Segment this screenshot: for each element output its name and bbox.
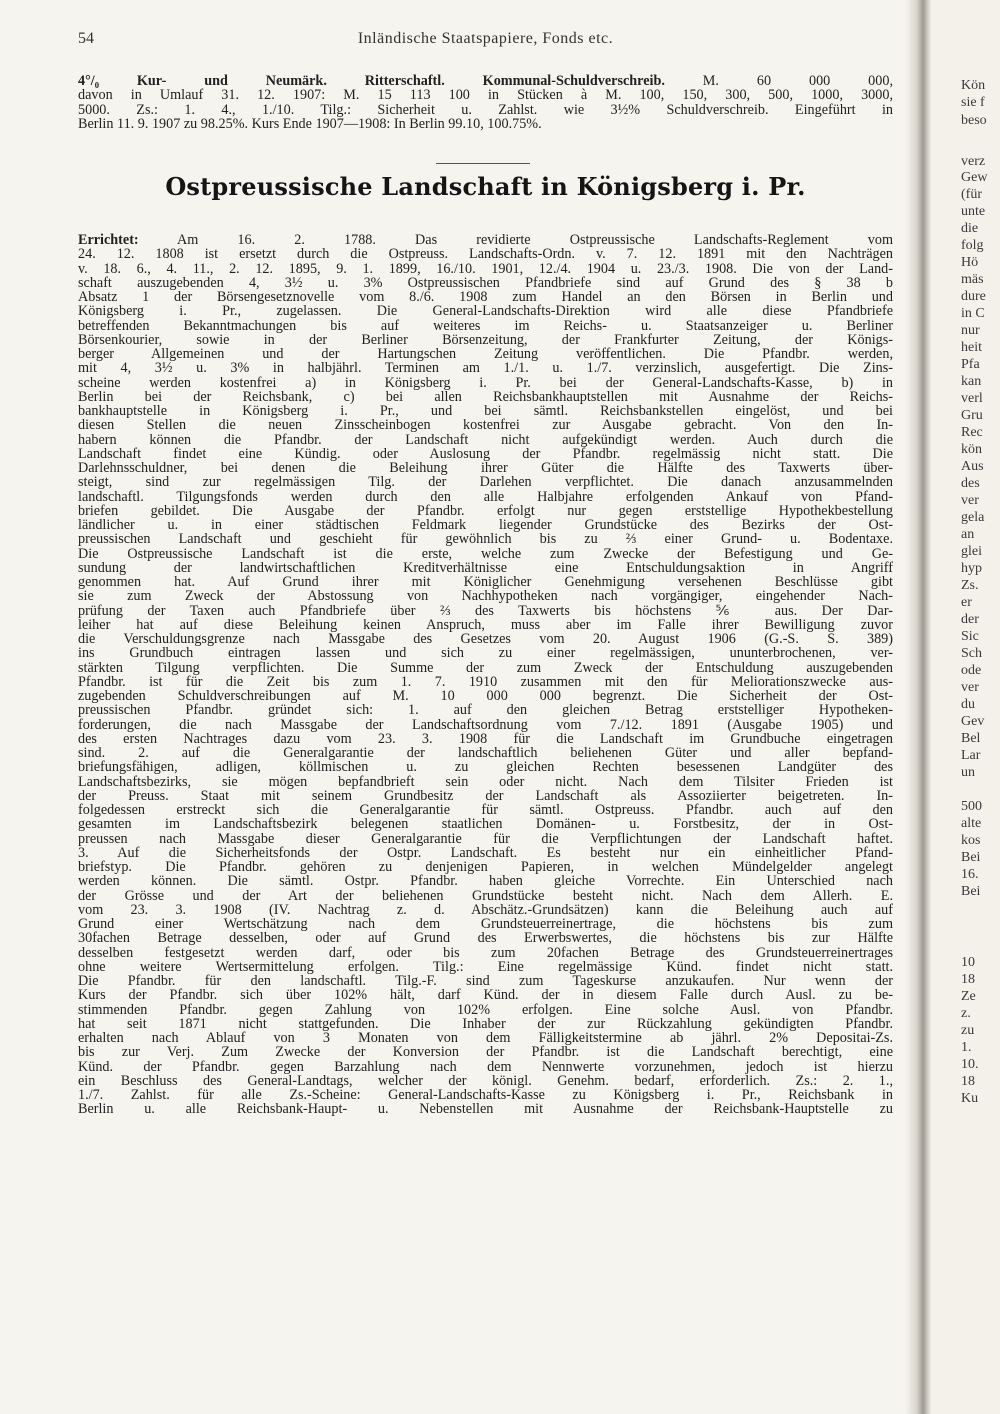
next-page-fragment: der <box>961 612 979 627</box>
text-line: 1./7. Zahlst. für alle Zs.-Scheine: General-Landschafts-Kasse zu Königsberg i. Pr., Reichsbank in <box>78 1088 893 1103</box>
next-page-fragment: unte <box>961 204 986 219</box>
next-page-fragment: 10 <box>961 955 975 970</box>
text-line: sundung der landwirtschaftlichen Kreditverhältnisse eine Entschuldungsaktion in Angriff <box>78 560 893 575</box>
next-page-fragment: Zs. <box>961 578 979 593</box>
next-page-fragment: verl <box>961 391 983 406</box>
next-page-fragment: ver <box>961 680 979 695</box>
text-line: bankhauptstelle in Königsberg i. Pr., und bei sämtl. Reichsbankstellen eingelöst, und bei <box>78 404 893 419</box>
text-line: ländlicher u. in einer städtischen Feldmark liegender Grundstücke des Bezirks der Ost- <box>78 518 893 533</box>
text-line: 4°/₀ Kur- und Neumärk. Ritterschaftl. Kommunal-Schuldverschreib. M. 60 000 000, <box>78 74 893 89</box>
next-page-fragment: Rec <box>961 425 983 440</box>
text-line: folgedessen erstreckt sich die Generalgarantie für sämtl. Ostpreuss. Pfandbr. auch auf den <box>78 803 893 818</box>
next-page-fragment: alte <box>961 816 982 831</box>
text-line: davon in Umlauf 31. 12. 1907: M. 15 113 100 in Stücken à M. 100, 150, 300, 500, 1000, 3000, <box>78 88 893 103</box>
section-title: Ostpreussische Landschaft in Königsberg i. Pr. <box>165 172 806 201</box>
next-page-fragment: kos <box>961 833 981 848</box>
text-line: ins Grundbuch eintragen lassen und sich zu einer regelmässigen, ununterbrochenen, ver- <box>78 646 893 661</box>
next-page-fragment: kön <box>961 442 982 457</box>
text-line: Berlin u. alle Reichsbank-Haupt- u. Nebenstellen mit Ausnahme der Reichsbank-Hauptstelle zu <box>78 1102 893 1117</box>
next-page-fragment: sie f <box>961 95 985 110</box>
text-line: Grund einer Wertschätzung nach dem Grundsteuerreinertrage, die höchstens bis zum <box>78 917 893 932</box>
text-line: ein Beschluss des General-Landtags, welcher der königl. Genehm. bedarf, erforderlich. Zs.: 2. 1., <box>78 1073 893 1088</box>
text-line: die Verschuldungsgrenze nach Massgabe des Gesetzes vom 20. August 1906 (G.-S. S. 389) <box>78 632 893 647</box>
next-page-fragment: des <box>961 476 980 491</box>
page-fold-shadow <box>905 0 931 1414</box>
next-page-fragment: un <box>961 765 975 780</box>
text-line: preussischen Pfandbr. gründet sich: 1. auf den gleichen Betrag erststelliger Hypotheken- <box>78 703 893 718</box>
text-line: Die Pfandbr. für den landschaftl. Tilg.-F. sind zum Tageskurse anzukaufen. Nur wenn der <box>78 974 893 989</box>
text-line: scheine werden kostenfrei a) in Königsberg i. Pr. bei der General-Landschafts-Kasse, b) in <box>78 375 893 390</box>
next-page-fragment: die <box>961 221 979 236</box>
text-line: Landschaft findet eine Kündig. oder Auslosung der Pfandbr. regelmässig nicht statt. Die <box>78 446 893 461</box>
next-page-fragment: 1. <box>961 1040 972 1055</box>
next-page-fragment: heit <box>961 340 982 355</box>
next-page-fragment: 16. <box>961 867 979 882</box>
text-line: Die Ostpreussische Landschaft ist die erste, welche zum Zwecke der Befestigung und Ge- <box>78 546 893 561</box>
next-page-fragment: folg <box>961 238 984 253</box>
next-page-fragment: Pfa <box>961 357 980 372</box>
text-line: v. 18. 6., 4. 11., 2. 12. 1895, 9. 1. 1899, 16./10. 1901, 12./4. 1904 u. 23./3. 1908. Die von der Land- <box>78 261 893 276</box>
text-line: forderungen, die nach Massgabe der Landschaftsordnung vom 7./12. 1891 (Ausgabe 1905) und <box>78 717 893 732</box>
next-page-fragment: an <box>961 527 975 542</box>
text-line: werden können. Die sämtl. Ostpr. Pfandbr. haben gleiche Vorrechte. Ein Unterschied nach <box>78 874 893 889</box>
text-line: betreffenden Bekanntmachungen bis auf weiteres im Reichs- u. Staatsanzeiger u. Berliner <box>78 318 893 333</box>
text-line: genommen hat. Auf Grund ihrer mit Königlicher Genehmigung versehenen Beschlüsse gibt <box>78 575 893 590</box>
text-line: gesamten im Landschaftsbezirk belegenen staatlichen Domänen- u. Forstbesitz, der in Ost- <box>78 817 893 832</box>
next-page-fragment: Ze <box>961 989 976 1004</box>
next-page-fragment: Hö <box>961 255 979 270</box>
text-line: preussen nach Massgabe dieser Generalgarantie für die Verpflichtungen der Landschaft haftet. <box>78 831 893 846</box>
text-line: Berlin 11. 9. 1907 zu 98.25%. Kurs Ende 1907—1908: In Berlin 99.10, 100.75%. <box>78 116 542 131</box>
text-line: briefen gebildet. Die Ausgabe der Pfandbr. erfolgt nur gegen erststellige Hypothekbestellung <box>78 503 893 518</box>
text-line: Darlehnsschuldner, bei denen die Beleihung ihrer Güter die Hälfte des Taxwerts über- <box>78 461 893 476</box>
next-page-fragment: (für <box>961 187 982 202</box>
text-line: zugebenden Schuldverschreibungen auf M. 10 000 000 begrenzt. Die Sicherheit der Ost- <box>78 689 893 704</box>
text-line: 5000. Zs.: 1. 4., 1./10. Tilg.: Sicherheit u. Zahlst. wie 3½% Schuldverschreib. Eingeführt in <box>78 102 893 117</box>
next-page-fragment: Lar <box>961 748 981 763</box>
intro-paragraph <box>78 74 893 131</box>
text-line: Absatz 1 der Börsengesetznovelle vom 8./6. 1908 zum Handel an den Börsen in Berlin und <box>78 290 893 305</box>
next-page-fragment: glei <box>961 544 982 559</box>
text-line: prüfung der Taxen auch Pfandbriefe über ⅔ des Taxwerts bis höchstens ⅚ aus. Der Dar- <box>78 603 893 618</box>
text-line: Börsenkourier, sowie in der Berliner Börsenzeitung, der Frankfurter Zeitung, der Königs- <box>78 332 893 347</box>
next-page-fragment: kan <box>961 374 982 389</box>
next-page-fragment: Bel <box>961 731 981 746</box>
next-page-fragment: er <box>961 595 972 610</box>
next-page-fragment: Bei <box>961 884 981 899</box>
text-line: briefungsfähigen, adligen, köllmischen u. zu gleichen Rechten besessenen Landgüter des <box>78 760 893 775</box>
next-page-fragment: ver <box>961 493 979 508</box>
next-page-fragment: Bei <box>961 850 981 865</box>
page-number: 54 <box>78 30 94 47</box>
next-page-fragment: zu <box>961 1023 975 1038</box>
text-line: briefstyp. Die Pfandbr. gehören zu denjenigen Papieren, in welchen Mündelgelder angelegt <box>78 860 893 875</box>
text-line: der Grösse und der Art der beliehenen Grundstücke besteht nicht. Nach dem Allerh. E. <box>78 888 893 903</box>
next-page-fragment: 500 <box>961 799 982 814</box>
page-header <box>78 30 893 56</box>
next-page-fragment: Sch <box>961 646 982 661</box>
text-line: Landschaftsbezirks, sie mögen bepfandbrieft sein oder nicht. Nach dem Tilsiter Frieden ist <box>78 774 893 789</box>
next-page-fragment: 10. <box>961 1057 979 1072</box>
text-line: hat seit 1871 nicht stattgefunden. Die Inhaber der zur Rückzahlung gekündigten Pfandbr. <box>78 1016 893 1031</box>
running-title: Inländische Staatspapiere, Fonds etc. <box>357 30 614 47</box>
text-line: vom 23. 3. 1908 (IV. Nachtrag z. d. Abschätz.-Grundsätzen) kann die Beleihung auch auf <box>78 902 893 917</box>
text-line: Errichtet: Am 16. 2. 1788. Das revidierte Ostpreussische Landschafts-Reglement vom <box>78 233 893 248</box>
text-line: des ersten Nachtrages dazu vom 23. 3. 1908 für die Landschaft im Grundbuche eingetragen <box>78 731 893 746</box>
text-line: sind. 2. auf die Generalgarantie der landschaftlich beliehenen Güter und aller bepfand- <box>78 746 893 761</box>
text-line: mit 4, 3½ u. 3% in halbjährl. Terminen am 1./1. u. 1./7. verzinslich, ausgefertigt. Die Zins- <box>78 361 893 376</box>
next-page-fragment: 18 <box>961 1074 975 1089</box>
text-line: ohne weitere Wertsermittelung erfolgen. Tilg.: Eine regelmässige Künd. findet nicht statt. <box>78 959 893 974</box>
next-page-fragment: ode <box>961 663 982 678</box>
text-line: Kurs der Pfandbr. sich über 102% hält, darf Künd. der in diesem Falle durch Ausl. zu be- <box>78 988 893 1003</box>
next-page-fragment: nur <box>961 323 980 338</box>
next-page-fragment: Sic <box>961 629 979 644</box>
text-line: bis zur Verj. Zum Zwecke der Konversion der Pfandbr. ist die Landschaft berechtigt, eine <box>78 1045 893 1060</box>
text-line: Pfandbr. ist für die Zeit bis zum 1. 7. 1910 zusammen mit den für Meliorationszwecke aus- <box>78 674 893 689</box>
text-line: stärkten Tilgung verpflichten. Die Summe der zum Zweck der Entschuldung auszugebenden <box>78 660 893 675</box>
text-line: stimmenden Pfandbr. gegen Zahlung von 102% erfolgen. Eine solche Ausl. von Pfandbr. <box>78 1002 893 1017</box>
next-page-fragment: Gru <box>961 408 983 423</box>
next-page-fragment: z. <box>961 1006 971 1021</box>
next-page-fragment: beso <box>961 113 987 128</box>
text-line: leiher hat auf diese Beleihung keinen Anspruch, muss aber im Falle ihrer Bewilligung zuvor <box>78 617 893 632</box>
text-line: desselben festgesetzt werden darf, oder bis zum 20fachen Betrage des Grundsteuerreinertrages <box>78 945 893 960</box>
next-page-fragment: gela <box>961 510 985 525</box>
next-page-fragment: Aus <box>961 459 984 474</box>
text-line: 24. 12. 1808 ist ersetzt durch die Ostpreuss. Landschafts-Ordn. v. 7. 12. 1891 mit den Nachträgen <box>78 247 893 262</box>
next-page-fragment: Kön <box>961 78 986 93</box>
text-line: Berlin bei der Reichsbank, c) bei allen Reichsbankhauptstellen mit Ausnahme der Reichs- <box>78 389 893 404</box>
text-line: 3. Auf die Sicherheitsfonds der Ostpr. Landschaft. Es besteht nur ein einheitlicher Pfand- <box>78 845 893 860</box>
next-page-fragment: mäs <box>961 272 984 287</box>
text-line: erhalten nach Ablauf von 3 Monaten von dem Fälligkeitstermine ab jährl. 2% Depositai-Zs. <box>78 1031 893 1046</box>
next-page-fragment: Gew <box>961 170 988 185</box>
text-line: landschaftl. Tilgungsfonds werden durch den alle Halbjahre erfolgenden Ankauf von Pfand- <box>78 489 893 504</box>
section-divider <box>436 163 530 164</box>
body-paragraph <box>78 233 893 1117</box>
text-line: steigt, sind zur regelmässigen Tilg. der Darlehen verpflichtet. Die danach anzusammelnden <box>78 475 893 490</box>
text-line: der Preuss. Staat mit seinem Grundbesitz der Landschaft als Assoziierter beigetreten. In- <box>78 788 893 803</box>
next-page-fragment: Ku <box>961 1091 979 1106</box>
text-line: berger Allgemeinen und der Hartungschen Zeitung veröffentlichen. Die Pfandbr. werden, <box>78 347 893 362</box>
text-line: habern können die Pfandbr. der Landschaft nicht aufgekündigt werden. Auch durch die <box>78 432 893 447</box>
next-page-fragment: in C <box>961 306 985 321</box>
adjacent-page-edge <box>931 0 1000 1414</box>
next-page-fragment: 18 <box>961 972 975 987</box>
text-line: preussischen Landschaft und geschieht für gewöhnlich bis zu ⅔ einer Grund- u. Bodentaxe. <box>78 532 893 547</box>
next-page-fragment: Gev <box>961 714 985 729</box>
text-line: 30fachen Betrage desselben, oder auf Grund des Erwerbswertes, die höchstens bis zur Hälfte <box>78 931 893 946</box>
text-line: schaft auszugebenden 4, 3½ u. 3% Ostpreussischen Pfandbriefe sind auf Grund des § 38 b <box>78 275 893 290</box>
text-line: sie zum Zweck der Abstossung von Nachhypotheken nach vorgängiger, eingehender Nach- <box>78 589 893 604</box>
text-line: diesen Stellen die neuen Zinsscheinbogen kostenfrei zur Ausgabe gebracht. Von den In- <box>78 418 893 433</box>
next-page-fragment: hyp <box>961 561 982 576</box>
text-line: Königsberg i. Pr., zugelassen. Die General-Landschafts-Direktion wird alle diese Pfandbriefe <box>78 304 893 319</box>
next-page-fragment: verz <box>961 154 986 169</box>
next-page-fragment: dure <box>961 289 986 304</box>
text-line: Künd. der Pfandbr. gegen Barzahlung nach dem Nennwerte vorzunehmen, jedoch ist hierzu <box>78 1059 893 1074</box>
next-page-fragment: du <box>961 697 975 712</box>
